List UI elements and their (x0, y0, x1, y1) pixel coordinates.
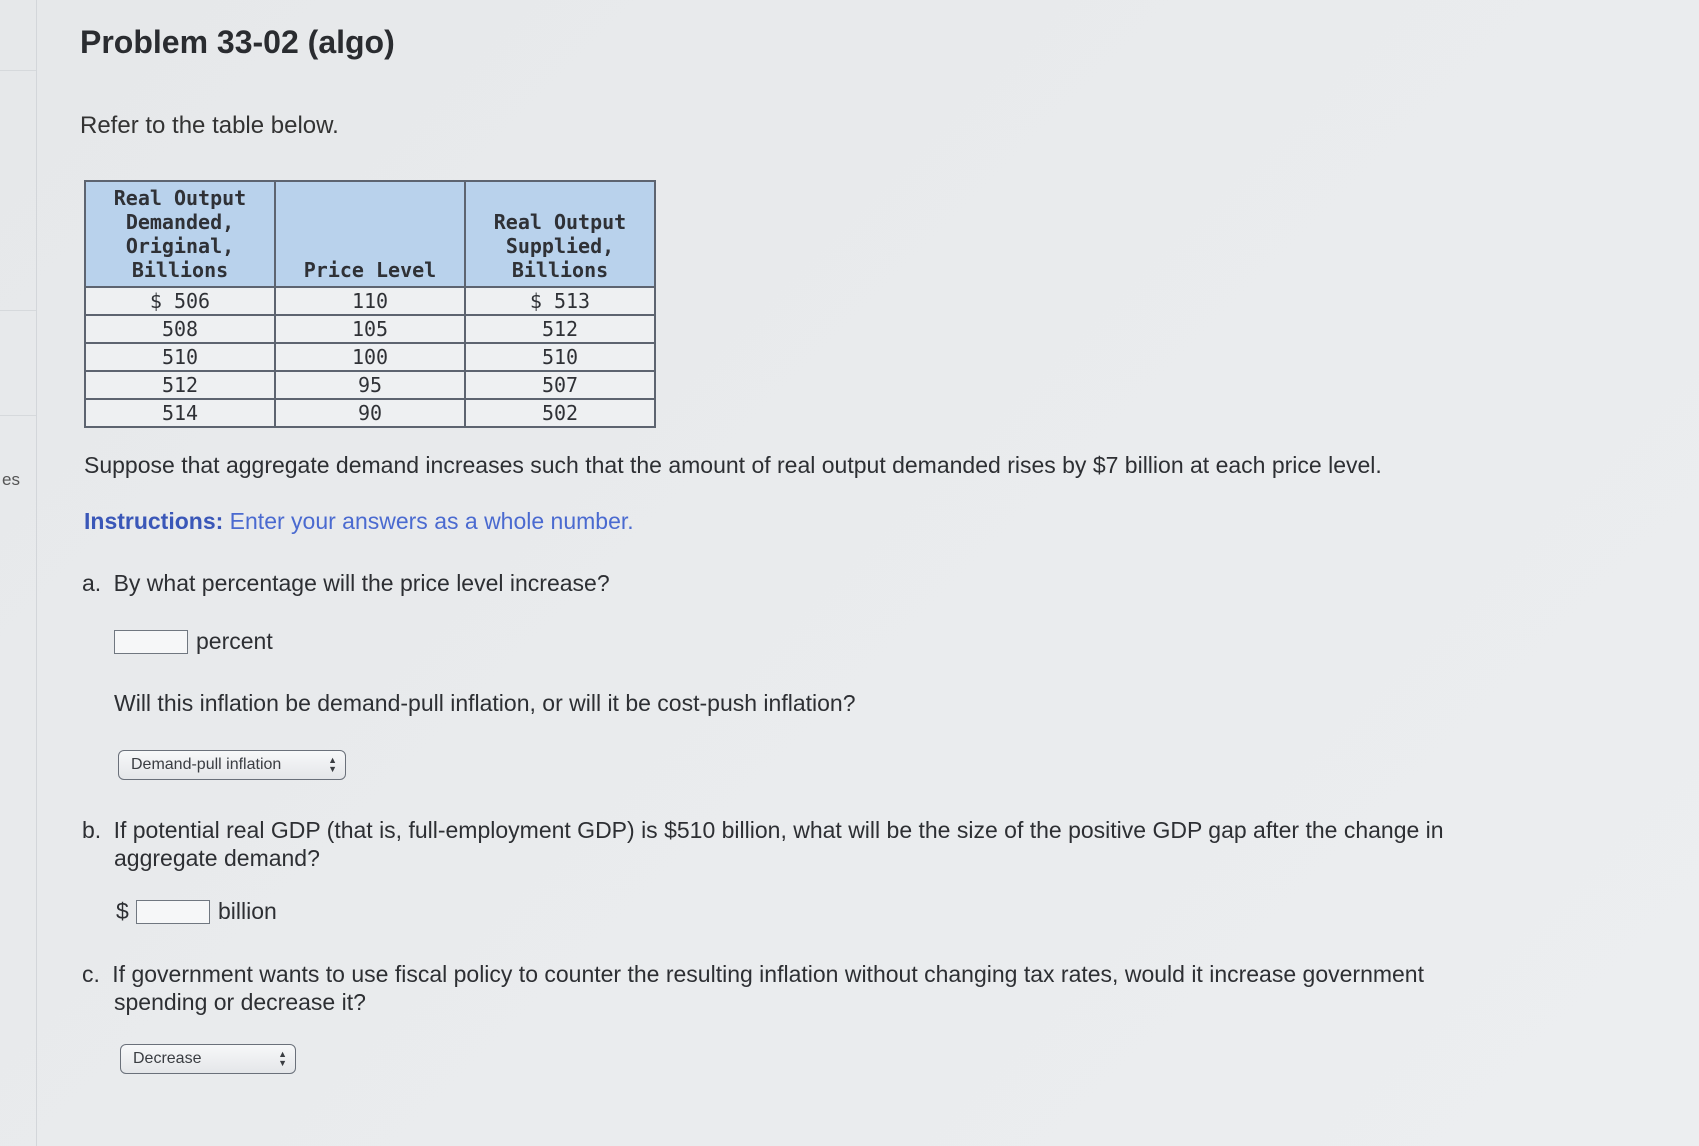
part-b-question-line1: If potential real GDP (that is, full-employment GDP) is $510 billion, what will be the size of the positive GDP gap after the change in (113, 817, 1444, 843)
data-table (84, 180, 656, 428)
part-a-question (82, 570, 610, 597)
sidebar-tab[interactable] (0, 0, 36, 71)
cell-price-level: 105 (275, 315, 465, 343)
intro-text: Refer to the table below. (80, 112, 339, 139)
cell-price-level: 100 (275, 343, 465, 371)
sidebar-partial-label: es (2, 470, 20, 489)
header-real-output-demanded: Real Output Demanded, Original, Billions (85, 181, 275, 287)
cell-price-level: 95 (275, 371, 465, 399)
cell-supplied: 512 (465, 315, 655, 343)
part-c-question-line1: If government wants to use fiscal policy to counter the resulting inflation without changing tax rates, would it increase government (112, 961, 1424, 987)
cell-price-level: 90 (275, 399, 465, 427)
sidebar-tab[interactable] (0, 310, 36, 416)
table-row (85, 287, 655, 315)
instructions-label: Instructions: (84, 508, 224, 534)
scenario-text: Suppose that aggregate demand increases such that the amount of real output demanded rises by $7 billion at each price level. (84, 452, 1382, 478)
inflation-type-selected-value: Demand-pull inflation (131, 756, 282, 773)
sidebar-stub (0, 0, 37, 1146)
inflation-type-select[interactable] (118, 750, 346, 780)
cell-demanded: 510 (85, 343, 275, 371)
fiscal-policy-selected-value: Decrease (133, 1050, 202, 1067)
page-title: Problem 33-02 (algo) (80, 24, 395, 60)
cell-demanded: $ 506 (85, 287, 275, 315)
instructions-text: Enter your answers as a whole number. (229, 508, 634, 534)
table-header-row (85, 181, 655, 287)
cell-supplied: 510 (465, 343, 655, 371)
gdp-gap-answer-input[interactable] (136, 900, 210, 924)
inflation-type-question: Will this inflation be demand-pull inflation, or will it be cost-push inflation? (114, 690, 856, 716)
cell-price-level: 110 (275, 287, 465, 315)
part-b-marker: b. (82, 817, 102, 843)
billion-unit-label: billion (218, 898, 277, 924)
part-b-question (82, 816, 1444, 872)
part-c-question (82, 960, 1424, 1016)
fiscal-policy-select[interactable] (120, 1044, 296, 1074)
part-c-question-line2: spending or decrease it? (114, 989, 366, 1015)
cell-supplied: 502 (465, 399, 655, 427)
part-c-marker: c. (82, 961, 100, 987)
instructions (84, 508, 634, 535)
table-row (85, 399, 655, 427)
part-a-question-text: By what percentage will the price level increase? (113, 570, 610, 596)
table-row (85, 343, 655, 371)
updown-chevron-icon: ▲ ▼ (278, 1049, 287, 1068)
percent-unit-label: percent (196, 628, 273, 654)
header-real-output-supplied: Real Output Supplied, Billions (465, 181, 655, 287)
part-a-marker: a. (82, 570, 102, 596)
percent-answer-input[interactable] (114, 630, 188, 654)
table-row (85, 371, 655, 399)
cell-demanded: 512 (85, 371, 275, 399)
header-price-level: Price Level (275, 181, 465, 287)
cell-supplied: $ 513 (465, 287, 655, 315)
sidebar-tab[interactable] (0, 210, 36, 311)
cell-demanded: 514 (85, 399, 275, 427)
cell-demanded: 508 (85, 315, 275, 343)
dollar-prefix: $ (116, 898, 129, 924)
cell-supplied: 507 (465, 371, 655, 399)
updown-chevron-icon: ▲ ▼ (328, 755, 337, 774)
table-row (85, 315, 655, 343)
part-b-question-line2: aggregate demand? (114, 845, 320, 871)
